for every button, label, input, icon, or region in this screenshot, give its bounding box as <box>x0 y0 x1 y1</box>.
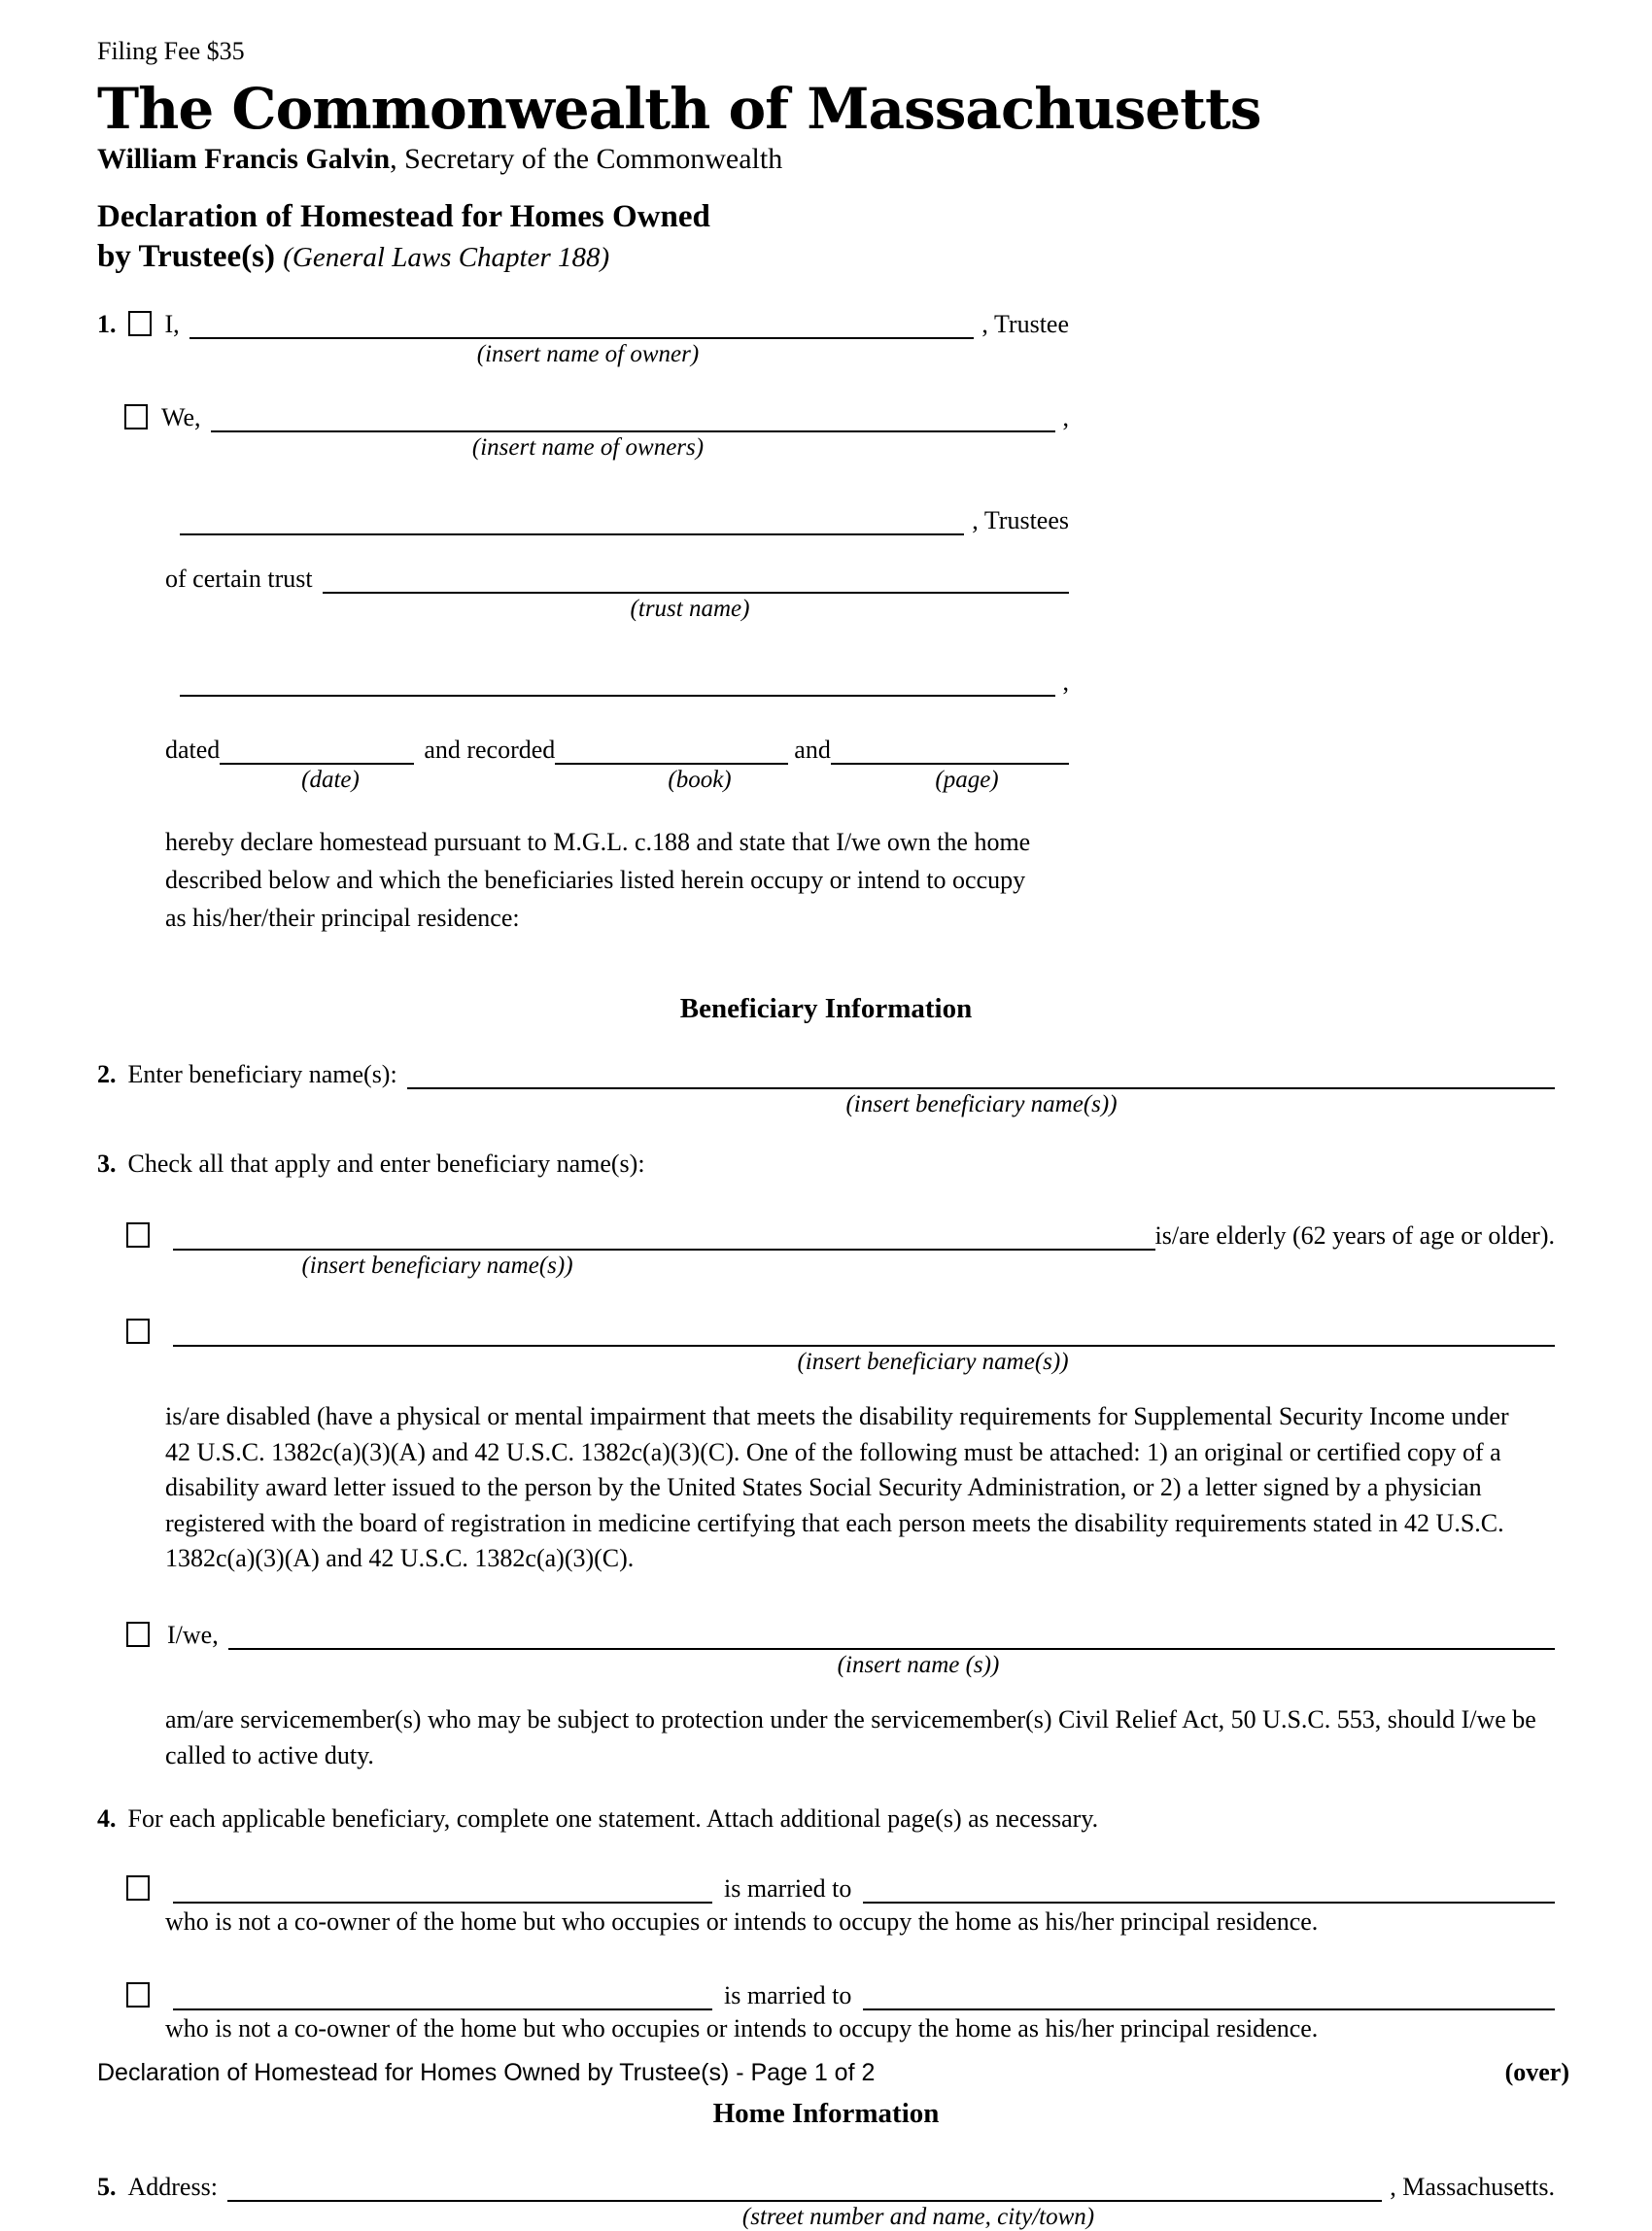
married-label-2: is married to <box>724 1981 852 2010</box>
form-title-line2 <box>97 237 1555 277</box>
owners-we-row <box>97 403 1069 432</box>
married-statement-row-1 <box>97 1874 1555 1904</box>
item-5-row <box>97 2173 1555 2202</box>
item-2-label: Enter beneficiary name(s): <box>127 1060 397 1089</box>
servicemember-row <box>97 1621 1555 1650</box>
section-1 <box>97 310 1069 937</box>
trustees-names-input-line[interactable] <box>180 508 964 535</box>
trustee-suffix: , Trustee <box>981 310 1069 339</box>
declaration-paragraph: hereby declare homestead pursuant to M.G.L. c.188 and state that I/we own the home described below and which the beneficiaries listed herein occupy or intend to occupy as his/her/their principal residence: <box>165 828 1031 933</box>
elderly-names-input-line[interactable] <box>173 1223 1155 1251</box>
trustees-suffix: , Trustees <box>972 506 1069 535</box>
trust-label: of certain trust <box>165 565 313 594</box>
checkbox-elderly[interactable] <box>126 1222 150 1248</box>
footer-over-label: (over) <box>1504 2058 1569 2086</box>
servicemember-names-input-line[interactable] <box>228 1623 1555 1650</box>
married-name-input-line-2[interactable] <box>173 1983 712 2010</box>
beneficiary-names-input-line[interactable] <box>407 1062 1555 1089</box>
item-2-number: 2. <box>97 1060 117 1089</box>
item-1-number: 1. <box>97 310 117 339</box>
page-hint: (page) <box>935 767 999 794</box>
book-hint: (book) <box>668 767 732 794</box>
secretary-line <box>97 143 1555 176</box>
item-5-number: 5. <box>97 2173 117 2202</box>
married-note-2: who is not a co-owner of the home but who occupies or intends to occupy the home as his/her principal residence. <box>165 2014 1319 2043</box>
servicemember-names-hint: (insert name (s)) <box>837 1652 1000 1679</box>
checkbox-servicemember[interactable] <box>126 1622 150 1647</box>
home-heading: Home Information <box>712 2098 940 2130</box>
we-label: We, <box>161 403 201 432</box>
book-input-line[interactable] <box>555 738 788 765</box>
spouse-name-input-line-1[interactable] <box>863 1876 1555 1904</box>
item-3-label: Check all that apply and enter beneficiary name(s): <box>127 1150 645 1179</box>
dated-recorded-row <box>97 736 1069 765</box>
disabled-row <box>97 1319 1555 1347</box>
trust-continued-input-line[interactable] <box>180 669 1055 697</box>
iwe-label: I/we, <box>167 1621 219 1650</box>
servicemember-paragraph: am/are servicemember(s) who may be subject to protection under the servicemember(s) Civil Relief Act, 50 U.S.C. 553, should I/we be called to active duty. <box>165 1705 1536 1769</box>
trust-name-hint: (trust name) <box>630 596 750 623</box>
disabled-names-hint: (insert beneficiary name(s)) <box>797 1349 1069 1376</box>
beneficiary-heading: Beneficiary Information <box>679 993 973 1025</box>
married-label-1: is married to <box>724 1874 852 1904</box>
trust-continued-row <box>97 668 1069 697</box>
date-input-line[interactable] <box>220 738 414 765</box>
recorded-label: and recorded <box>424 736 556 765</box>
dated-label: dated <box>165 736 221 765</box>
married-name-input-line-1[interactable] <box>173 1876 712 1904</box>
checkbox-disabled[interactable] <box>126 1319 150 1344</box>
secretary-title: , Secretary of the Commonwealth <box>390 142 783 175</box>
filing-fee-label: Filing Fee $35 <box>97 37 245 65</box>
massachusetts-suffix: , Massachusetts. <box>1390 2173 1555 2202</box>
owners-names-hint: (insert name of owners) <box>471 434 705 462</box>
checkbox-married-2[interactable] <box>126 1982 150 2008</box>
owner-i-row <box>97 310 1069 339</box>
page-input-line[interactable] <box>831 738 1069 765</box>
form-content <box>97 37 1555 2231</box>
item-4-label: For each applicable beneficiary, complete one statement. Attach additional page(s) as necessary. <box>127 1804 1099 1834</box>
checkbox-single-trustee[interactable] <box>128 311 152 336</box>
i-label: I, <box>164 310 180 339</box>
we-comma-suffix: , <box>1062 403 1069 432</box>
disabled-paragraph: is/are disabled (have a physical or mental impairment that meets the disability requirements for Supplemental Security Income under 42 U.S.C. 1382c(a)(3)(A) and 42 U.S.C. 1382c(a)(3)(C). One of the following must be attached: 1) an original or certified copy of a disability award letter issued to the person by the United States Social Security Administration, or 2) a letter signed by a physician registered with the board of registration in medicine certifying that each person meets the disability requirements stated in 42 U.S.C. 1382c(a)(3)(A) and 42 U.S.C. 1382c(a)(3)(C). <box>165 1402 1509 1572</box>
footer-page-label: Declaration of Homestead for Homes Owned by Trustee(s) - Page 1 of 2 <box>97 2059 876 2086</box>
form-title-trustees: by Trustee(s) <box>97 239 276 275</box>
item-3-number: 3. <box>97 1150 117 1179</box>
address-hint: (street number and name, city/town) <box>741 2204 1095 2231</box>
trustees-row <box>97 506 1069 535</box>
item-4-row <box>97 1804 1555 1834</box>
form-title-line1: Declaration of Homestead for Homes Owned <box>97 198 710 234</box>
item-3-row <box>97 1150 1555 1179</box>
elderly-row <box>97 1221 1555 1251</box>
item-2-row <box>97 1060 1555 1089</box>
disabled-names-input-line[interactable] <box>173 1320 1555 1347</box>
item-4-number: 4. <box>97 1804 117 1834</box>
married-statement-row-2 <box>97 1981 1555 2010</box>
dated-hints-row <box>97 767 1069 794</box>
owner-name-hint: (insert name of owner) <box>476 341 700 368</box>
owners-names-input-line[interactable] <box>211 405 1055 432</box>
form-title <box>97 197 1555 278</box>
page-footer <box>97 2058 1569 2087</box>
owner-name-input-line[interactable] <box>189 312 975 339</box>
checkbox-married-1[interactable] <box>126 1875 150 1901</box>
trust-continued-comma: , <box>1062 668 1069 697</box>
address-input-line[interactable] <box>227 2175 1382 2202</box>
secretary-name: William Francis Galvin <box>97 142 391 175</box>
married-note-1: who is not a co-owner of the home but who occupies or intends to occupy the home as his/her principal residence. <box>165 1907 1319 1937</box>
commonwealth-title: The Commonwealth of Massachusetts <box>97 76 1261 142</box>
checkbox-multiple-trustees[interactable] <box>124 404 148 429</box>
elderly-suffix: is/are elderly (62 years of age or older). <box>1154 1221 1555 1251</box>
spouse-name-input-line-2[interactable] <box>863 1983 1555 2010</box>
elderly-names-hint: (insert beneficiary name(s)) <box>301 1253 573 1280</box>
trust-name-input-line[interactable] <box>323 566 1069 594</box>
date-hint: (date) <box>301 767 360 794</box>
address-label: Address: <box>127 2173 218 2202</box>
and-label: and <box>794 736 831 765</box>
beneficiary-names-hint: (insert beneficiary name(s)) <box>845 1091 1118 1118</box>
form-title-chapter: (General Laws Chapter 188) <box>283 242 610 274</box>
trust-name-row <box>97 565 1069 594</box>
